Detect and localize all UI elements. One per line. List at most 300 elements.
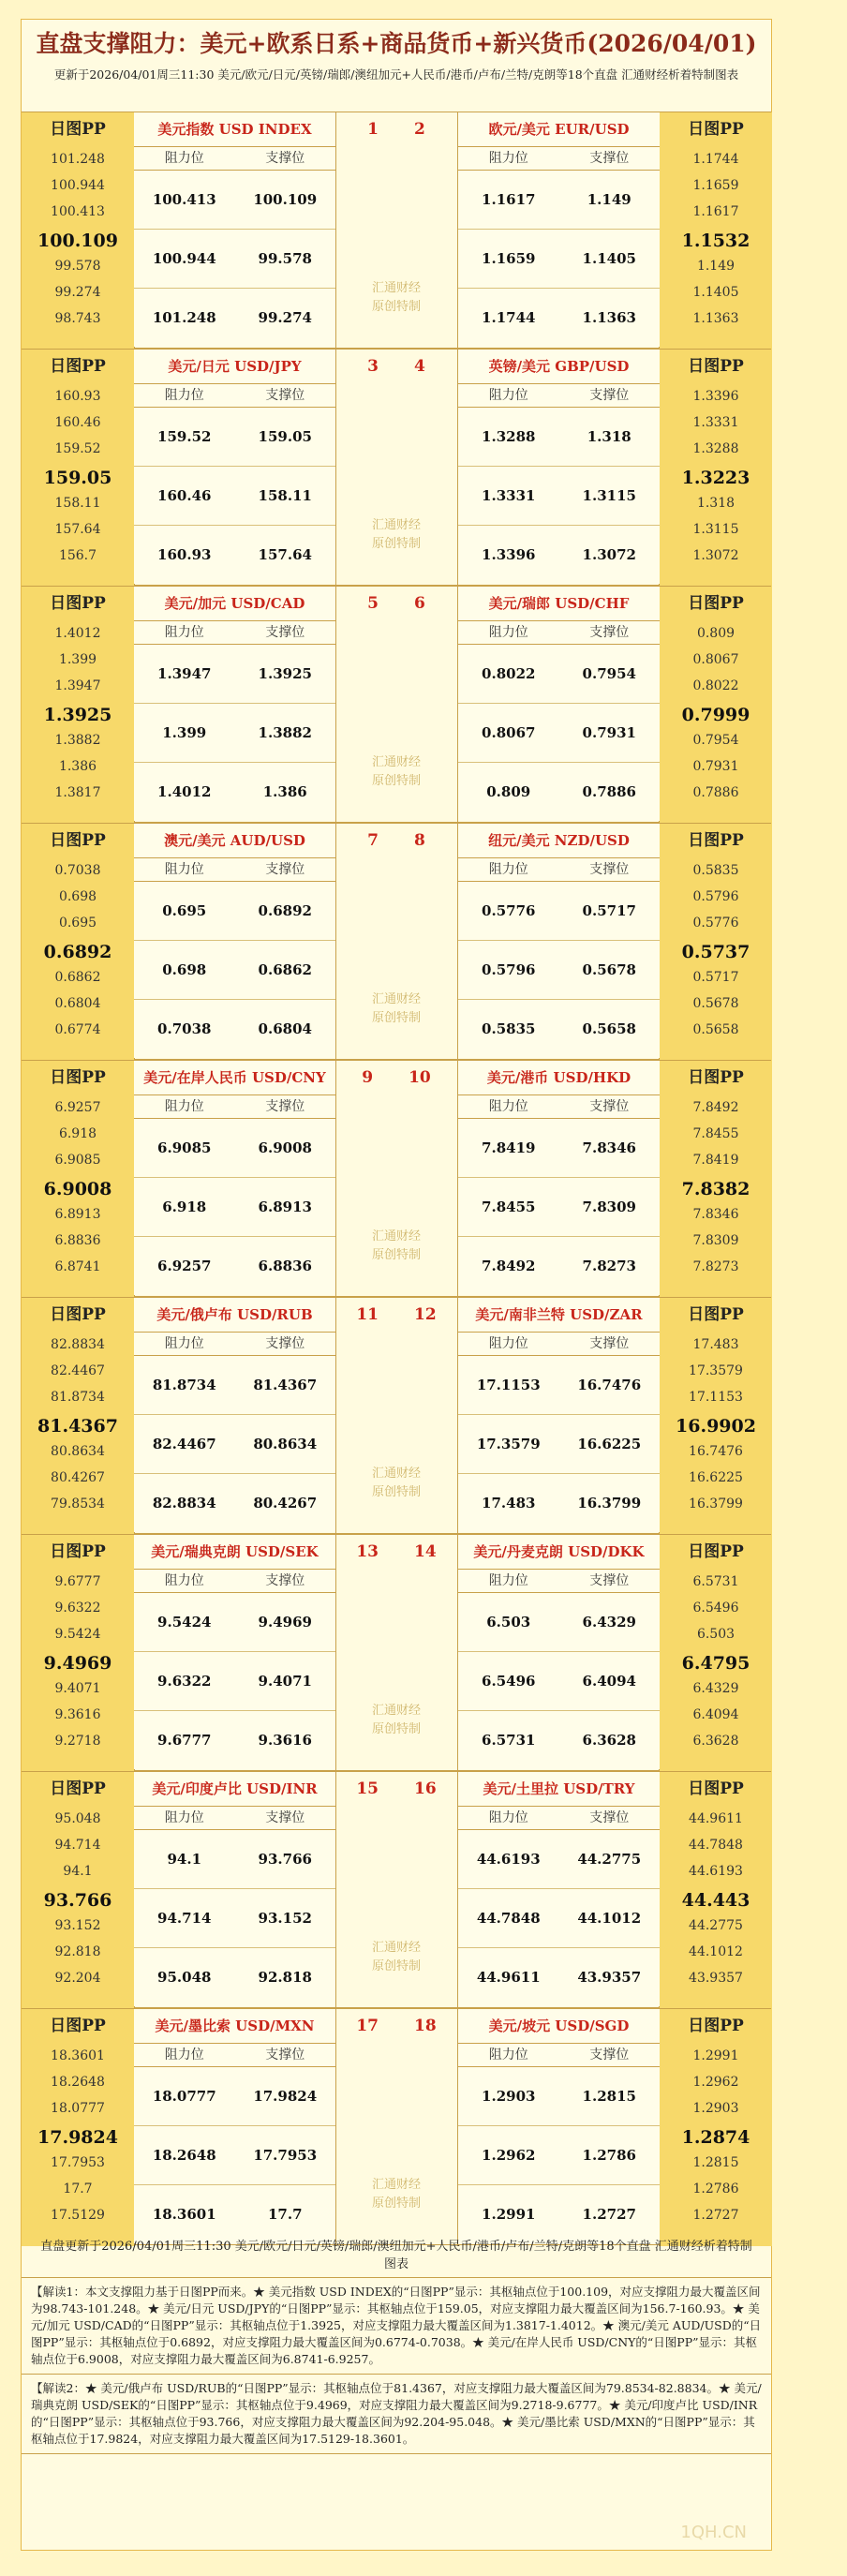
pp-values: [22, 1337, 134, 1529]
support-value: 1.3925: [258, 665, 312, 682]
level-row: [458, 1889, 660, 1948]
left-pair-table: [134, 1772, 336, 2009]
left-pp-column: [22, 1535, 135, 1772]
support-header: 支撑位: [265, 1810, 305, 1825]
watermark-text: 原创特制: [371, 300, 421, 314]
pivot-value: 0.7999: [681, 705, 750, 725]
level-row: [134, 1830, 335, 1889]
level-row: [458, 1415, 660, 1474]
level-row: [458, 1119, 660, 1178]
pp-value: 1.3882: [54, 733, 101, 748]
pair-numbers: [336, 2009, 456, 2043]
level-row: [458, 408, 660, 467]
watermark-text: 汇通财经: [371, 755, 421, 769]
level-row: [134, 526, 335, 584]
pp-value: 9.6322: [54, 1601, 101, 1616]
middle-column: [336, 824, 456, 1061]
support-value: 92.818: [258, 1969, 312, 1986]
pair-name: 美元/港币 USD/HKD: [458, 1061, 660, 1095]
support-value: 6.8913: [258, 1199, 312, 1215]
level-row: [134, 1237, 335, 1295]
pivot-value: 1.3223: [681, 468, 750, 488]
support-value: 1.2786: [582, 2147, 636, 2164]
pp-value: 44.9611: [689, 1811, 743, 1826]
pp-value: 1.3072: [692, 548, 739, 563]
pair-name: 美元指数 USD INDEX: [134, 112, 335, 147]
level-row: [134, 1178, 335, 1237]
resistance-value: 17.3579: [476, 1436, 541, 1452]
left-pair-table: [134, 350, 336, 587]
left-pair-table: [134, 587, 336, 824]
column-headers: [134, 147, 335, 171]
pair-numbers: [336, 1061, 456, 1094]
resistance-value: 0.5776: [482, 902, 536, 919]
support-header: 支撑位: [589, 388, 630, 403]
pp-value: 0.5658: [692, 1022, 739, 1037]
pivot-value: 1.1532: [681, 231, 750, 251]
support-header: 支撑位: [589, 151, 630, 166]
pair-block: [22, 1297, 771, 1534]
right-pp-column: [659, 1535, 772, 1772]
pp-value: 1.1617: [692, 204, 739, 219]
support-value: 43.9357: [577, 1969, 642, 1986]
left-pp-column: [22, 1772, 135, 2009]
pp-value: 82.4467: [51, 1363, 105, 1378]
level-row: [458, 1652, 660, 1711]
watermark-text: 汇通财经: [371, 1229, 421, 1243]
pair-block: [22, 1534, 771, 1771]
pp-value: 92.818: [54, 1944, 101, 1959]
level-row: [458, 645, 660, 704]
resistance-header: 阻力位: [488, 1810, 528, 1825]
support-value: 17.9824: [253, 2088, 318, 2105]
watermark-text: 原创特制: [371, 1011, 421, 1025]
pair-block: [22, 2008, 771, 2245]
right-pp-column: [659, 1061, 772, 1298]
pair-numbers: [336, 824, 456, 857]
support-value: 6.4329: [582, 1614, 636, 1630]
pp-value: 93.152: [54, 1918, 101, 1933]
pp-values: [22, 626, 134, 818]
watermark-text: 汇通财经: [371, 1941, 421, 1955]
resistance-header: 阻力位: [164, 1810, 204, 1825]
middle-column: [336, 1772, 456, 2009]
pp-header: 日图PP: [688, 120, 744, 139]
level-row: [134, 467, 335, 526]
pp-header: 日图PP: [688, 1305, 744, 1324]
pair-number-left: 5: [367, 594, 379, 613]
pivot-value: 159.05: [43, 468, 112, 488]
pp-value: 1.2991: [692, 2048, 739, 2063]
pp-value: 17.3579: [689, 1363, 743, 1378]
resistance-value: 159.52: [157, 428, 212, 445]
support-value: 6.8836: [258, 1258, 312, 1274]
pp-value: 0.6862: [54, 970, 101, 985]
support-value: 100.109: [253, 191, 318, 208]
middle-column: [336, 2009, 456, 2246]
support-header: 支撑位: [589, 2047, 630, 2062]
level-row: [134, 1889, 335, 1948]
pp-value: 7.8309: [692, 1233, 739, 1248]
pair-name: 澳元/美元 AUD/USD: [134, 824, 335, 858]
support-value: 93.766: [258, 1851, 312, 1868]
resistance-value: 1.2991: [482, 2206, 536, 2223]
resistance-value: 82.8834: [152, 1495, 216, 1511]
column-headers: [458, 1807, 660, 1830]
resistance-value: 44.7848: [476, 1910, 541, 1927]
support-value: 1.3115: [582, 487, 636, 504]
level-row: [458, 526, 660, 584]
pp-value: 0.5776: [692, 916, 739, 931]
left-pair-table: [134, 1298, 336, 1535]
resistance-value: 1.1617: [482, 191, 536, 208]
resistance-value: 18.2648: [152, 2147, 216, 2164]
resistance-value: 94.714: [157, 1910, 212, 1927]
level-row: [134, 171, 335, 230]
infographic-page: [21, 19, 772, 2551]
watermark-text: 汇通财经: [371, 518, 421, 532]
pp-header: 日图PP: [50, 120, 106, 139]
pp-value: 0.5678: [692, 996, 739, 1011]
pair-number-right: 12: [414, 1305, 437, 1324]
pp-values: [22, 1100, 134, 1292]
resistance-value: 82.4467: [152, 1436, 216, 1452]
pair-number-left: 9: [362, 1068, 374, 1087]
pp-header: 日图PP: [688, 1542, 744, 1561]
watermark-text: 原创特制: [371, 1485, 421, 1499]
pair-numbers: [336, 350, 456, 383]
pp-value: 1.318: [696, 496, 736, 511]
level-row: [458, 704, 660, 763]
pp-header: 日图PP: [50, 1779, 106, 1798]
support-value: 1.2727: [582, 2206, 636, 2223]
resistance-value: 1.1659: [482, 250, 536, 267]
pp-value: 95.048: [54, 1811, 101, 1826]
pp-values: [660, 1574, 772, 1766]
pair-block: [22, 349, 771, 586]
watermark-text: 原创特制: [371, 1959, 421, 1973]
support-value: 7.8309: [582, 1199, 636, 1215]
pp-value: 6.503: [696, 1627, 736, 1642]
left-pp-column: [22, 1298, 135, 1535]
support-value: 1.3882: [258, 724, 312, 741]
resistance-value: 101.248: [152, 309, 216, 326]
pp-value: 44.6193: [689, 1864, 743, 1879]
support-header: 支撑位: [265, 1099, 305, 1114]
pp-value: 6.3628: [692, 1734, 739, 1749]
support-value: 99.274: [258, 309, 312, 326]
pair-name: 美元/加元 USD/CAD: [134, 587, 335, 621]
level-row: [458, 467, 660, 526]
pair-number-right: 16: [414, 1779, 437, 1798]
left-pair-table: [134, 1535, 336, 1772]
pp-header: 日图PP: [50, 1305, 106, 1324]
resistance-value: 9.6777: [157, 1732, 212, 1749]
resistance-value: 6.918: [162, 1199, 207, 1215]
resistance-value: 1.3396: [482, 546, 536, 563]
pp-value: 6.5496: [692, 1601, 739, 1616]
pp-value: 100.413: [51, 204, 105, 219]
resistance-header: 阻力位: [488, 151, 528, 166]
left-pair-table: [134, 1061, 336, 1298]
pp-header: 日图PP: [688, 594, 744, 613]
pp-value: 9.2718: [54, 1734, 101, 1749]
support-value: 0.5717: [582, 902, 636, 919]
pp-values: [660, 2048, 772, 2241]
pair-name: 美元/日元 USD/JPY: [134, 350, 335, 384]
right-pair-table: [457, 587, 660, 824]
column-headers: [134, 858, 335, 882]
pp-header: 日图PP: [50, 594, 106, 613]
right-pp-column: [659, 112, 772, 350]
pp-value: 43.9357: [689, 1971, 743, 1986]
pp-value: 7.8455: [692, 1126, 739, 1141]
support-value: 7.8273: [582, 1258, 636, 1274]
level-row: [134, 1652, 335, 1711]
pp-value: 1.1363: [692, 311, 739, 326]
level-row: [458, 1711, 660, 1769]
pp-value: 1.149: [696, 259, 736, 274]
pivot-value: 1.3925: [43, 705, 112, 725]
pair-name: 欧元/美元 EUR/USD: [458, 112, 660, 147]
left-pair-table: [134, 2009, 336, 2246]
support-header: 支撑位: [265, 1336, 305, 1351]
level-row: [134, 2067, 335, 2126]
middle-column: [336, 587, 456, 824]
pair-number-right: 6: [414, 594, 425, 613]
level-row: [134, 2126, 335, 2185]
pair-name: 美元/瑞典克朗 USD/SEK: [134, 1535, 335, 1570]
resistance-value: 7.8492: [482, 1258, 536, 1274]
pivot-value: 6.9008: [43, 1179, 112, 1199]
middle-column: [336, 1535, 456, 1772]
right-pair-table: [457, 1298, 660, 1535]
pp-header: 日图PP: [688, 1779, 744, 1798]
pivot-value: 93.766: [43, 1890, 112, 1911]
column-headers: [134, 1570, 335, 1593]
resistance-header: 阻力位: [488, 388, 528, 403]
level-row: [134, 289, 335, 347]
pp-value: 94.1: [63, 1864, 93, 1879]
column-headers: [134, 621, 335, 645]
left-pp-column: [22, 824, 135, 1061]
pair-numbers: [336, 1535, 456, 1569]
pp-value: 7.8492: [692, 1100, 739, 1115]
column-headers: [134, 2044, 335, 2067]
resistance-value: 17.483: [482, 1495, 536, 1511]
support-header: 支撑位: [589, 1099, 630, 1114]
pivot-grid: [22, 112, 771, 2227]
pp-values: [22, 2048, 134, 2241]
column-headers: [458, 1570, 660, 1593]
resistance-value: 44.6193: [476, 1851, 541, 1868]
pair-number-left: 15: [356, 1779, 379, 1798]
pp-values: [22, 1811, 134, 2003]
resistance-value: 0.809: [486, 783, 531, 800]
level-row: [134, 230, 335, 289]
resistance-value: 160.46: [157, 487, 212, 504]
support-value: 81.4367: [253, 1377, 318, 1393]
support-value: 44.1012: [577, 1910, 642, 1927]
pp-value: 0.6774: [54, 1022, 101, 1037]
level-row: [458, 1948, 660, 2006]
pp-value: 1.2962: [692, 2075, 739, 2090]
pair-name: 美元/在岸人民币 USD/CNY: [134, 1061, 335, 1095]
page-subtitle: 更新于2026/04/01周三11:30 美元/欧元/日元/英镑/瑞郎/澳纽加元+人民币/港币/卢布/兰特/克朗等18个直盘 汇通财经析着特制图表: [53, 67, 739, 82]
pair-name: 美元/墨比索 USD/MXN: [134, 2009, 335, 2044]
watermark-text: 汇通财经: [371, 1467, 421, 1481]
level-row: [458, 763, 660, 821]
explanation-2: 【解读2：★ 美元/俄卢布 USD/RUB的“日图PP”显示：其枢轴点位于81.4367，对应支撑阻力最大覆盖区间为79.8534-82.8834。★ 美元/瑞典克朗 USD/SEK的“日图PP”显示：其枢轴点位于9.4969，对应支撑阻力最大覆盖区间为9.2718-9.6777。★ 美元/印度卢比 USD/INR的“日图PP”显示：其枢轴点位于93.766，对应支撑阻力最大覆盖区间为92.204-95.048。★ 美元/墨比索 USD/MXN的“日图PP”显示：其枢轴点位于17.9824，对应支撑阻力最大覆盖区间为17.5129-18.3601。: [22, 2375, 771, 2454]
resistance-header: 阻力位: [164, 1099, 204, 1114]
pp-value: 7.8346: [692, 1207, 739, 1222]
pp-value: 101.248: [51, 152, 105, 167]
resistance-value: 1.4012: [157, 783, 212, 800]
column-headers: [134, 1807, 335, 1830]
right-pp-column: [659, 1772, 772, 2009]
resistance-header: 阻力位: [164, 151, 204, 166]
level-row: [458, 1000, 660, 1058]
resistance-value: 18.0777: [152, 2088, 216, 2105]
pivot-value: 17.9824: [37, 2127, 118, 2148]
pp-value: 1.4012: [54, 626, 101, 641]
pp-value: 9.5424: [54, 1627, 101, 1642]
pp-value: 100.944: [51, 178, 105, 193]
support-header: 支撑位: [589, 1336, 630, 1351]
level-row: [134, 645, 335, 704]
level-row: [134, 1948, 335, 2006]
resistance-value: 6.9257: [157, 1258, 212, 1274]
resistance-header: 阻力位: [488, 625, 528, 640]
pp-value: 92.204: [54, 1971, 101, 1986]
pp-value: 0.7886: [692, 785, 739, 800]
resistance-header: 阻力位: [164, 1573, 204, 1588]
resistance-header: 阻力位: [488, 1573, 528, 1588]
pivot-value: 9.4969: [43, 1653, 112, 1674]
support-header: 支撑位: [265, 388, 305, 403]
pp-header: 日图PP: [688, 1068, 744, 1087]
pp-value: 9.3616: [54, 1707, 101, 1722]
pair-name: 美元/土里拉 USD/TRY: [458, 1772, 660, 1807]
support-value: 157.64: [258, 546, 312, 563]
pivot-value: 16.9902: [676, 1416, 756, 1437]
pp-value: 1.386: [58, 759, 97, 774]
resistance-value: 95.048: [157, 1969, 212, 1986]
pp-value: 0.7038: [54, 863, 101, 878]
pp-value: 6.9085: [54, 1153, 101, 1168]
level-row: [134, 1711, 335, 1769]
right-pair-table: [457, 1061, 660, 1298]
pp-value: 80.8634: [51, 1444, 105, 1459]
pp-value: 16.7476: [689, 1444, 743, 1459]
pp-value: 1.399: [58, 652, 97, 667]
resistance-value: 0.5835: [482, 1020, 536, 1037]
pp-values: [660, 1337, 772, 1529]
pp-value: 9.6777: [54, 1574, 101, 1589]
support-value: 6.4094: [582, 1673, 636, 1690]
pp-value: 9.4071: [54, 1681, 101, 1696]
support-value: 7.8346: [582, 1139, 636, 1156]
watermark-text: 原创特制: [371, 1248, 421, 1262]
support-header: 支撑位: [265, 862, 305, 877]
pivot-value: 44.443: [681, 1890, 750, 1911]
pp-value: 44.1012: [689, 1944, 743, 1959]
pair-name: 美元/瑞郎 USD/CHF: [458, 587, 660, 621]
middle-column: [336, 350, 456, 587]
support-value: 1.1363: [582, 309, 636, 326]
watermark-text: 汇通财经: [371, 1704, 421, 1718]
support-header: 支撑位: [589, 1810, 630, 1825]
pp-value: 6.8913: [54, 1207, 101, 1222]
right-pair-table: [457, 112, 660, 350]
resistance-header: 阻力位: [164, 862, 204, 877]
footer: [22, 2234, 771, 2454]
right-pair-table: [457, 2009, 660, 2246]
support-header: 支撑位: [265, 2047, 305, 2062]
pivot-value: 81.4367: [37, 1416, 118, 1437]
pair-number-right: 14: [414, 1542, 437, 1561]
resistance-value: 1.3288: [482, 428, 536, 445]
pivot-value: 6.4795: [681, 1653, 750, 1674]
level-row: [458, 882, 660, 941]
pp-value: 98.743: [54, 311, 101, 326]
resistance-value: 9.6322: [157, 1673, 212, 1690]
support-value: 9.4969: [258, 1614, 312, 1630]
watermark-text: 汇通财经: [371, 2178, 421, 2192]
middle-column: [336, 1298, 456, 1535]
resistance-value: 0.695: [162, 902, 207, 919]
column-headers: [458, 1333, 660, 1356]
pp-value: 82.8834: [51, 1337, 105, 1352]
pp-value: 156.7: [58, 548, 97, 563]
support-value: 0.6892: [258, 902, 312, 919]
pp-value: 6.9257: [54, 1100, 101, 1115]
pp-value: 160.93: [54, 389, 101, 404]
left-pp-column: [22, 350, 135, 587]
support-value: 0.7886: [582, 783, 636, 800]
pair-number-right: 10: [409, 1068, 431, 1087]
right-pair-table: [457, 1772, 660, 2009]
explanation-1: 【解读1：本文支撑阻力基于日图PP而来。★ 美元指数 USD INDEX的“日图PP”显示：其枢轴点位于100.109，对应支撑阻力最大覆盖区间为98.743-101.248。★ 美元/日元 USD/JPY的“日图PP”显示：其枢轴点位于159.05，对应支撑阻力最大覆盖区间为156.7-160.93。★ 美元/加元 USD/CAD的“日图PP”显示：其枢轴点位于1.3925，对应支撑阻力最大覆盖区间为1.3817-1.4012。★ 澳元/美元 AUD/USD的“日图PP”显示：其枢轴点位于0.6892，对应支撑阻力最大覆盖区间为0.6774-0.7038。★ 美元/在岸人民币 USD/CNY的“日图PP”显示：其枢轴点位于6.9008，对应支撑阻力最大覆盖区间为6.8741-6.9257。: [22, 2278, 771, 2375]
pair-block: [22, 1060, 771, 1297]
support-value: 80.8634: [253, 1436, 318, 1452]
pivot-value: 100.109: [37, 231, 118, 251]
pair-number-left: 17: [356, 2017, 379, 2035]
pp-value: 6.4094: [692, 1707, 739, 1722]
support-value: 1.1405: [582, 250, 636, 267]
pivot-value: 1.2874: [681, 2127, 750, 2148]
resistance-value: 1.1744: [482, 309, 536, 326]
watermark-text: 原创特制: [371, 537, 421, 551]
pp-header: 日图PP: [50, 831, 106, 850]
pp-value: 1.1659: [692, 178, 739, 193]
right-pp-column: [659, 587, 772, 824]
level-row: [458, 230, 660, 289]
resistance-value: 1.3331: [482, 487, 536, 504]
pp-header: 日图PP: [50, 2017, 106, 2035]
support-value: 1.3072: [582, 546, 636, 563]
pp-value: 6.918: [58, 1126, 97, 1141]
support-value: 1.2815: [582, 2088, 636, 2105]
resistance-value: 6.503: [486, 1614, 531, 1630]
pair-numbers: [336, 1298, 456, 1332]
resistance-value: 100.413: [152, 191, 216, 208]
middle-column: [336, 1061, 456, 1298]
level-row: [134, 1356, 335, 1415]
pp-value: 160.46: [54, 415, 101, 430]
pair-number-right: 18: [414, 2017, 437, 2035]
pair-numbers: [336, 1772, 456, 1806]
